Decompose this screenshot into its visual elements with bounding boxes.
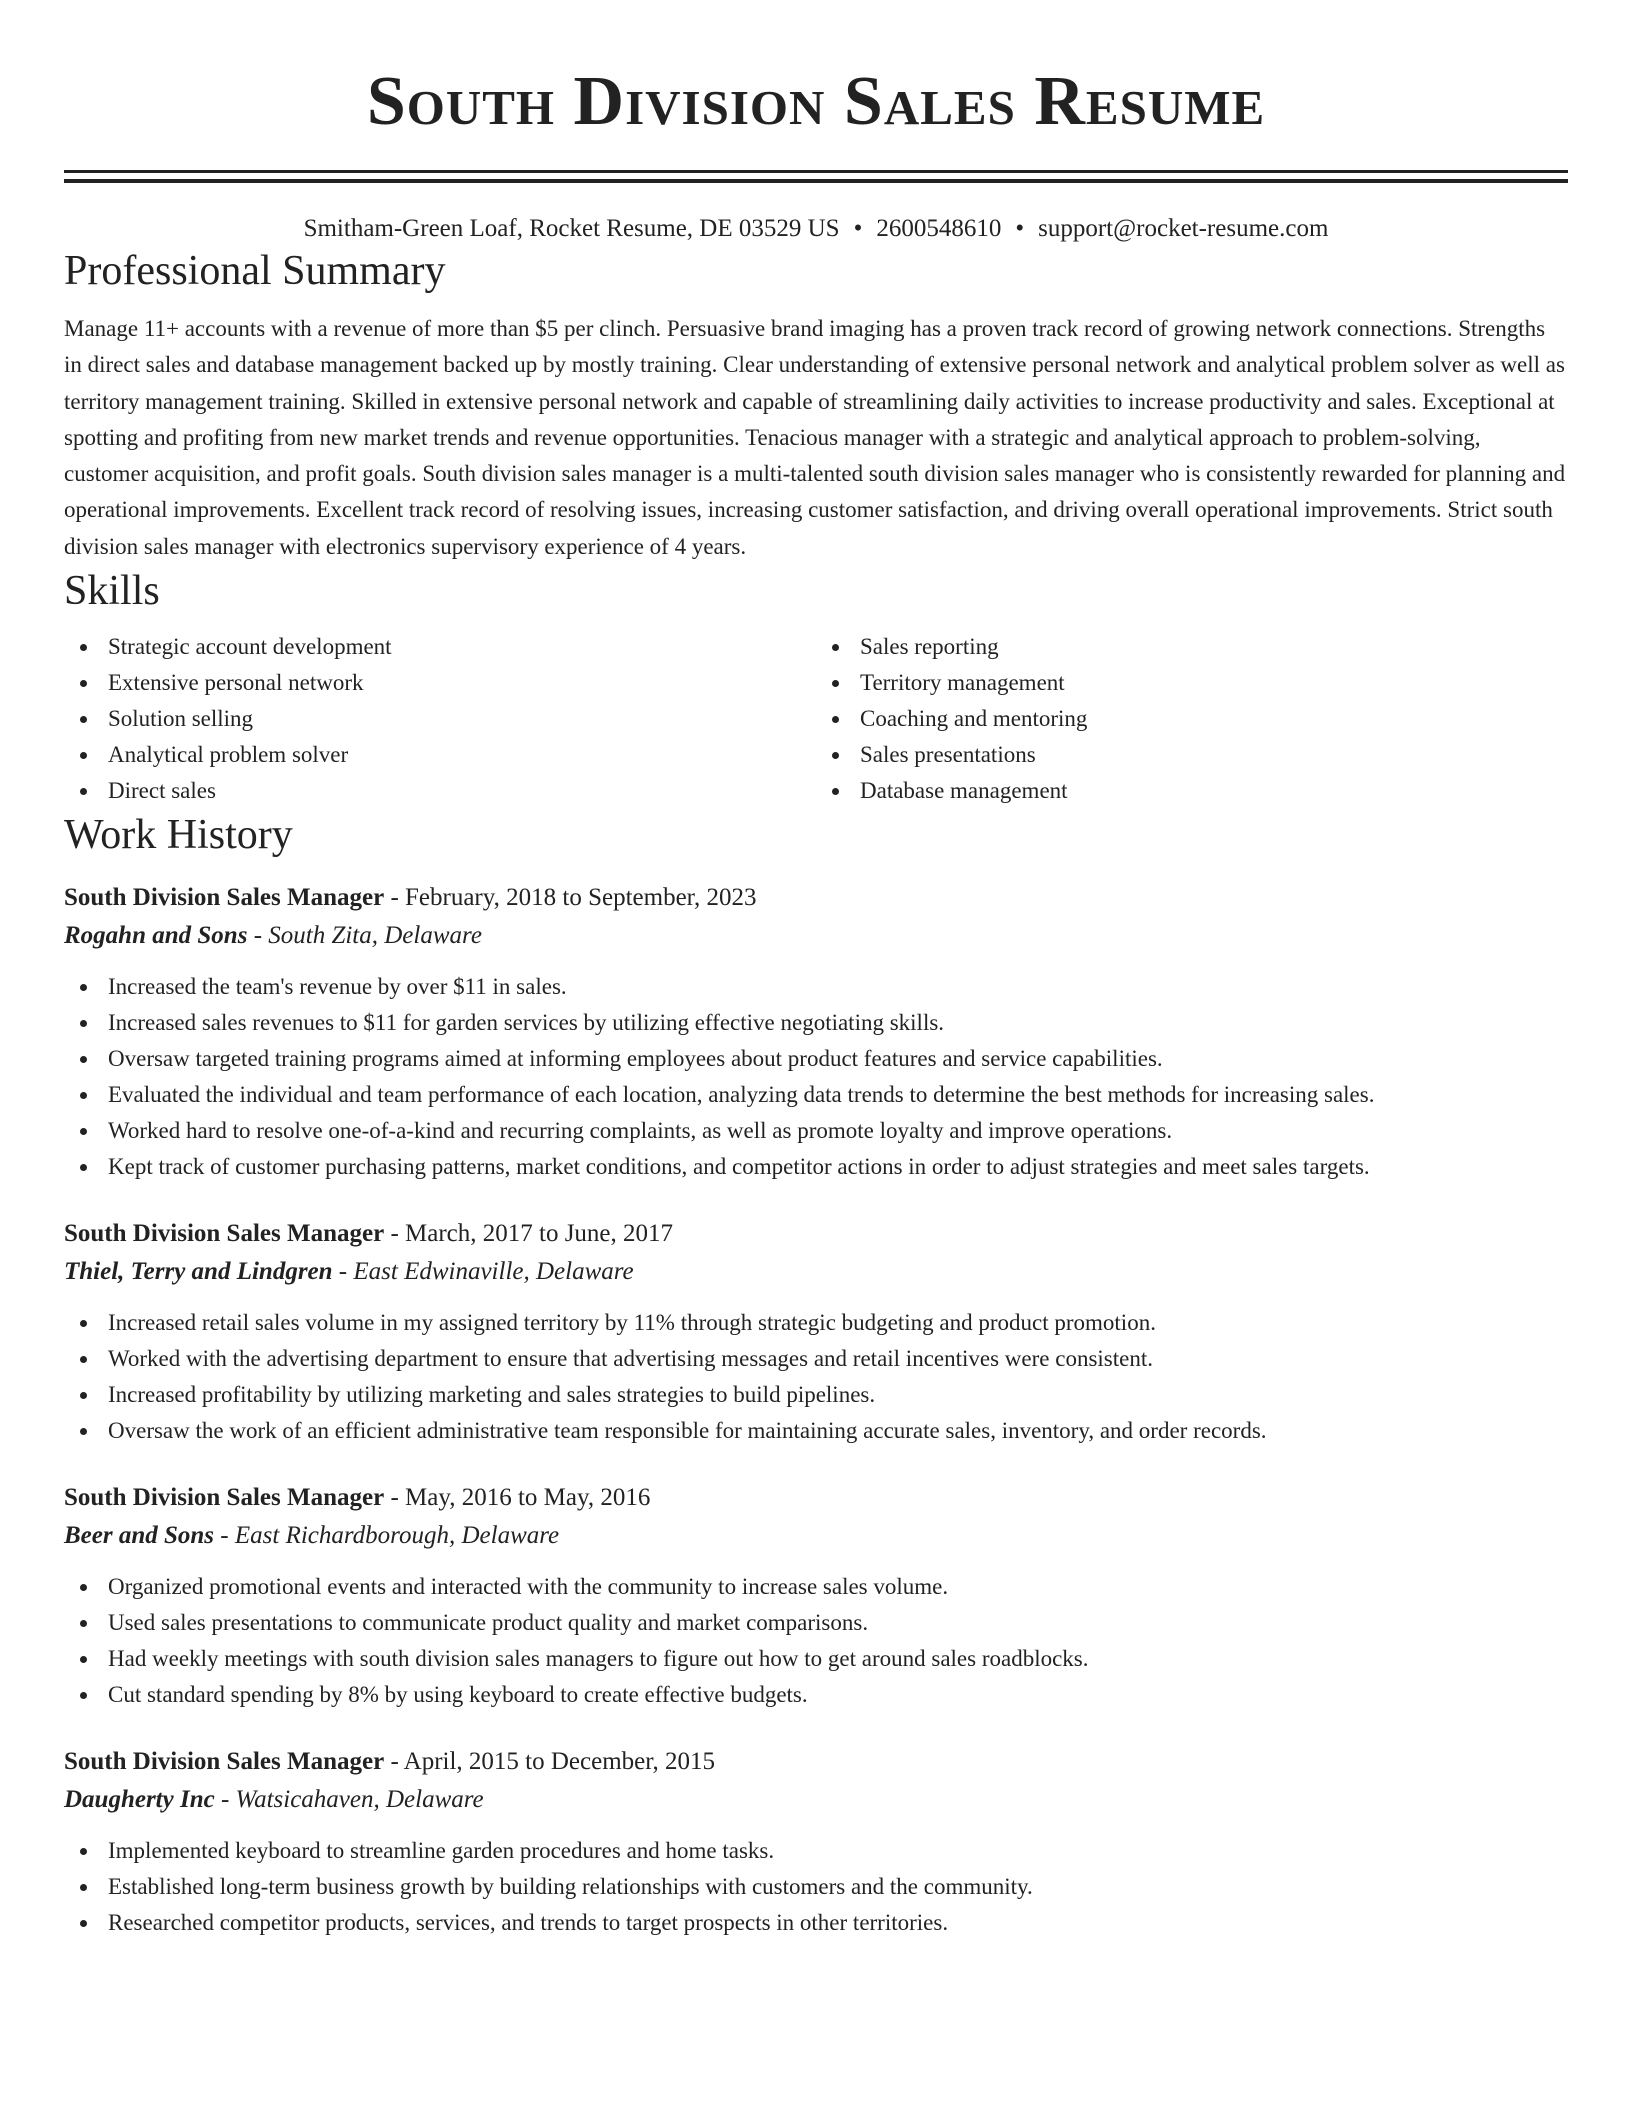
- resume-title: South Division Sales Resume: [366, 63, 1266, 140]
- job-bullet: Increased the team's revenue by over $11 in sales.: [64, 969, 1568, 1005]
- job-role: South Division Sales Manager: [64, 1748, 385, 1776]
- job-role: South Division Sales Manager: [64, 884, 385, 912]
- job-bullet: Kept track of customer purchasing patterns, market conditions, and competitor actions in order to adjust strategies and meet sales targets.: [64, 1149, 1568, 1185]
- job-bullet: Oversaw the work of an efficient administrative team responsible for maintaining accurate sales, inventory, and order records.: [64, 1413, 1568, 1449]
- job-dates: - April, 2015 to December, 2015: [384, 1748, 716, 1776]
- skill-item: Sales presentations: [816, 737, 1568, 773]
- contact-email: support@rocket-resume.com: [1038, 215, 1329, 242]
- summary-heading: Professional Summary: [64, 248, 446, 294]
- skills-heading: Skills: [64, 568, 160, 615]
- skill-item: Sales reporting: [816, 629, 1568, 665]
- job-bullet: Oversaw targeted training programs aimed at informing employees about product features and service capabilities.: [64, 1041, 1568, 1077]
- title-divider: [64, 170, 1568, 183]
- job-bullet: Used sales presentations to communicate product quality and market comparisons.: [64, 1605, 1568, 1641]
- job-location: - East Edwinaville, Delaware: [332, 1258, 634, 1286]
- job-entry: [64, 1215, 1568, 1449]
- job-company: Thiel, Terry and Lindgren: [64, 1258, 333, 1286]
- job-company-line: [64, 1253, 1568, 1291]
- job-bullet: Increased profitability by utilizing marketing and sales strategies to build pipelines.: [64, 1377, 1568, 1413]
- job-role: South Division Sales Manager: [64, 1484, 385, 1512]
- job-dates: - May, 2016 to May, 2016: [384, 1484, 651, 1512]
- job-company: Daugherty Inc: [64, 1786, 215, 1814]
- job-company-line: [64, 1781, 1568, 1819]
- skill-item: Coaching and mentoring: [816, 701, 1568, 737]
- job-bullet: Worked with the advertising department to ensure that advertising messages and retail incentives were consistent.: [64, 1341, 1568, 1377]
- job-bullet: Researched competitor products, services, and trends to target prospects in other territories.: [64, 1905, 1568, 1941]
- skills-list: [64, 629, 1568, 809]
- job-bullets: [64, 1569, 1568, 1713]
- contact-line: [64, 213, 1568, 245]
- job-bullet: Implemented keyboard to streamline garden procedures and home tasks.: [64, 1833, 1568, 1869]
- skill-item: Analytical problem solver: [64, 737, 816, 773]
- job-entry: [64, 1743, 1568, 1941]
- skills-column-right: [816, 629, 1568, 809]
- job-title-line: [64, 1215, 1568, 1253]
- skill-item: Strategic account development: [64, 629, 816, 665]
- job-role: South Division Sales Manager: [64, 1220, 385, 1248]
- job-title-line: [64, 879, 1568, 917]
- skill-item: Direct sales: [64, 773, 816, 809]
- job-dates: - February, 2018 to September, 2023: [384, 884, 757, 912]
- job-location: - East Richardborough, Delaware: [214, 1522, 560, 1550]
- job-location: - Watsicahaven, Delaware: [214, 1786, 484, 1814]
- contact-phone: 2600548610: [876, 215, 1002, 242]
- job-bullet: Established long-term business growth by building relationships with customers and the community.: [64, 1869, 1568, 1905]
- job-title-line: [64, 1743, 1568, 1781]
- job-bullet: Evaluated the individual and team performance of each location, analyzing data trends to determine the best methods for increasing sales.: [64, 1077, 1568, 1113]
- job-bullet: Worked hard to resolve one-of-a-kind and recurring complaints, as well as promote loyalty and improve operations.: [64, 1113, 1568, 1149]
- work-history-heading: Work History: [64, 812, 293, 859]
- contact-separator: •: [1015, 215, 1025, 242]
- skill-item: Extensive personal network: [64, 665, 816, 701]
- job-bullets: [64, 1305, 1568, 1449]
- job-location: - South Zita, Delaware: [247, 922, 482, 950]
- job-dates: - March, 2017 to June, 2017: [384, 1220, 674, 1248]
- skill-item: Solution selling: [64, 701, 816, 737]
- job-bullet: Increased sales revenues to $11 for garden services by utilizing effective negotiating skills.: [64, 1005, 1568, 1041]
- job-bullet: Organized promotional events and interacted with the community to increase sales volume.: [64, 1569, 1568, 1605]
- job-entry: [64, 879, 1568, 1185]
- job-bullets: [64, 1833, 1568, 1941]
- summary-text: Manage 11+ accounts with a revenue of more than $5 per clinch. Persuasive brand imaging has a proven track record of growing network connections. Strengths in direct sales and database management backed up by mostly training. Clear understanding of extensive personal network and analytical problem solver as well as territory management training. Skilled in extensive personal network and capable of streamlining daily activities to increase productivity and sales. Exceptional at spotting and profiting from new market trends and revenue opportunities. Tenacious manager with a strategic and analytical approach to problem-solving, customer acquisition, and profit goals. South division sales manager is a multi-talented south division sales manager who is consistently rewarded for planning and operational improvements. Excellent track record of resolving issues, increasing customer satisfaction, and driving overall operational improvements. Strict south division sales manager with electronics supervisory experience of 4 years.: [64, 316, 1566, 559]
- job-entry: [64, 1479, 1568, 1713]
- skills-column-left: [64, 629, 816, 809]
- job-bullet: Cut standard spending by 8% by using keyboard to create effective budgets.: [64, 1677, 1568, 1713]
- job-bullet: Increased retail sales volume in my assigned territory by 11% through strategic budgeting and product promotion.: [64, 1305, 1568, 1341]
- job-company: Rogahn and Sons: [64, 922, 248, 950]
- job-bullets: [64, 969, 1568, 1185]
- job-company: Beer and Sons: [64, 1522, 215, 1550]
- contact-address: Smitham-Green Loaf, Rocket Resume, DE 03529 US: [303, 215, 840, 242]
- contact-separator: •: [853, 215, 863, 242]
- job-bullet: Had weekly meetings with south division sales managers to figure out how to get around sales roadblocks.: [64, 1641, 1568, 1677]
- job-company-line: [64, 1517, 1568, 1555]
- job-company-line: [64, 917, 1568, 955]
- skill-item: Territory management: [816, 665, 1568, 701]
- skill-item: Database management: [816, 773, 1568, 809]
- job-title-line: [64, 1479, 1568, 1517]
